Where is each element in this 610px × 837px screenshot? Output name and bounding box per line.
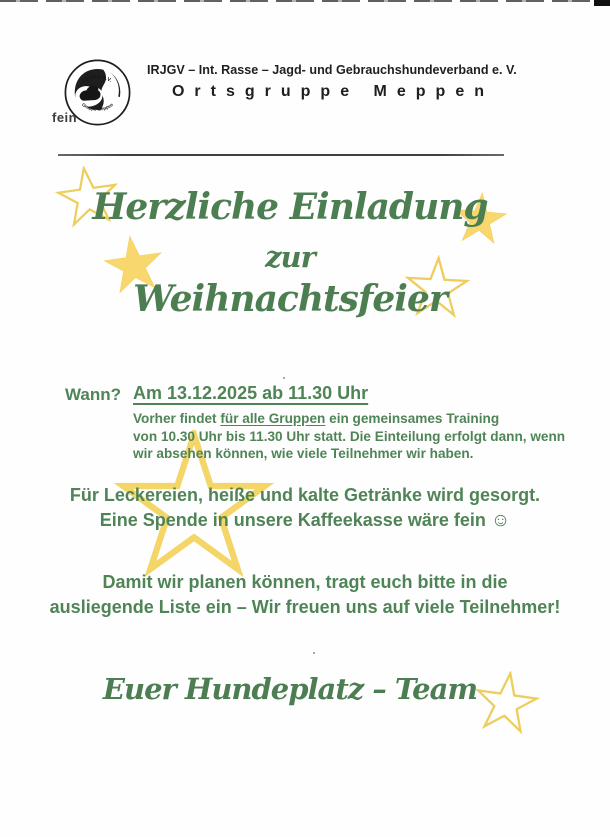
closing-signature: Euer Hundeplatz – Team xyxy=(102,672,478,706)
header-divider xyxy=(58,154,504,156)
treats-line2 xyxy=(0,508,610,533)
invitation-title-line2: zur xyxy=(265,240,315,274)
when-details-line2: von 10.30 Uhr bis 11.30 Uhr statt. Die Einteilung erfolgt dann, wenn xyxy=(133,428,566,444)
header-group-line: Ortsgruppe Meppen xyxy=(171,83,494,100)
logo-side-note: fein xyxy=(52,110,78,125)
scan-speck xyxy=(283,377,285,379)
scan-corner-artifact xyxy=(594,0,610,6)
treats-line1: Für Leckereien, heiße und kalte Getränke wird gesorgt. xyxy=(69,485,541,505)
header-org-line: IRJGV – Int. Rasse – Jagd- und Gebrauchshundeverband e. V. xyxy=(147,63,517,77)
logo-bottom-text: Gruppe Meppen xyxy=(81,102,114,112)
when-details-line1 xyxy=(133,410,565,428)
smiley-icon: ☺ xyxy=(490,510,511,531)
signup-line1: Damit wir planen können, tragt euch bitte in die xyxy=(102,572,508,592)
when-details xyxy=(133,410,565,463)
invitation-title-line3: Weihnachtsfeier xyxy=(133,278,447,320)
treats-paragraph xyxy=(0,483,610,533)
when-details-line1-suffix: ein gemeinsames Training xyxy=(325,411,500,426)
when-details-line3: wir absehen können, wie viele Teilnehmer wir haben. xyxy=(133,446,474,462)
when-label: Wann? xyxy=(65,385,122,404)
logo-top-text: IRJGV e.V. xyxy=(81,74,114,85)
scan-edge-artifact xyxy=(0,0,610,2)
signup-line2: ausliegende Liste ein – Wir freuen uns auf viele Teilnehmer! xyxy=(49,597,561,617)
when-date: Am 13.12.2025 ab 11.30 Uhr xyxy=(133,383,369,403)
when-details-line1-underlined: für alle Gruppen xyxy=(220,411,326,426)
treats-line2-text: Eine Spende in unsere Kaffeekasse wäre fein xyxy=(99,510,491,530)
when-details-line1-prefix: Vorher findet xyxy=(133,411,221,426)
scan-speck xyxy=(313,652,315,654)
invitation-title-line1: Herzliche Einladung xyxy=(92,186,488,228)
signup-paragraph xyxy=(0,570,610,620)
